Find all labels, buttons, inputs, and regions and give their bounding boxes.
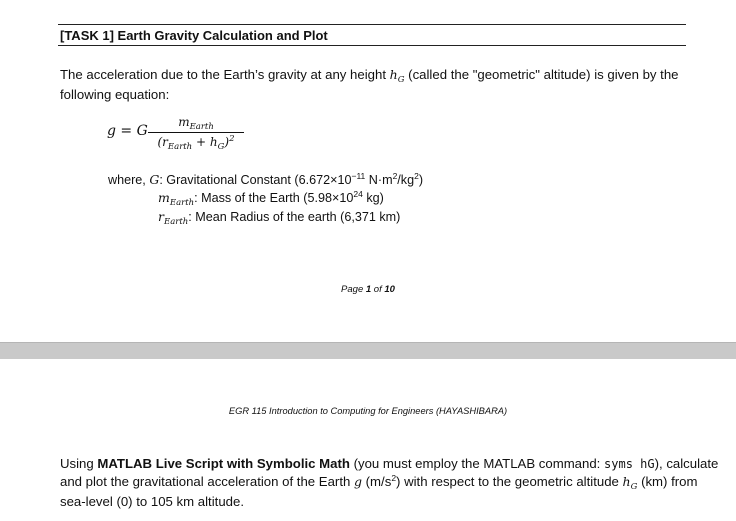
page-separator [0, 342, 736, 360]
equation-numerator: $m_{Earth}$ [178, 115, 214, 132]
fraction-bar [148, 132, 244, 133]
page-number: Page 1 of 10 [341, 284, 395, 295]
definition-mass: $m_{Earth}$: Mass of the Earth ($5.98\times 10^{24}$ kg) [158, 189, 384, 208]
definition-g: where, G: Gravitational Constant ($6.672\times 10^{-11}$ $N\cdot m^2/kg^2$) [108, 171, 424, 187]
task-header [58, 24, 686, 46]
equation-lhs: g = G [107, 123, 148, 139]
intro-paragraph: The acceleration due to the Earth’s gravity at any height $h_G$ (called the "geometric" altitude) is given by the following equation: [60, 67, 679, 102]
equation-fraction [148, 115, 244, 152]
matlab-command: syms hG [604, 457, 655, 471]
definition-radius: $r_{Earth}$: Mean Radius of the earth (6,371 km) [158, 209, 401, 227]
running-header: EGR 115 Introduction to Computing for Engineers (HAYASHIBARA) [228, 406, 508, 416]
height-variable: $h_G$ [389, 67, 405, 85]
equation-denominator: $(r_{Earth} + h_G)^2$ [157, 134, 235, 152]
document-page-2 [0, 359, 736, 521]
task-title: [TASK 1] Earth Gravity Calculation and Plot [60, 28, 328, 43]
assignment-paragraph: Using MATLAB Live Script with Symbolic Math (you must employ the MATLAB command: syms hG), calculate and plot the gravitational acceleration of the Earth g $(m/s^2)$ with respect to the geometric altitude $h_G$ (km) from sea-level (0) to 105 km altitude. [60, 456, 719, 509]
